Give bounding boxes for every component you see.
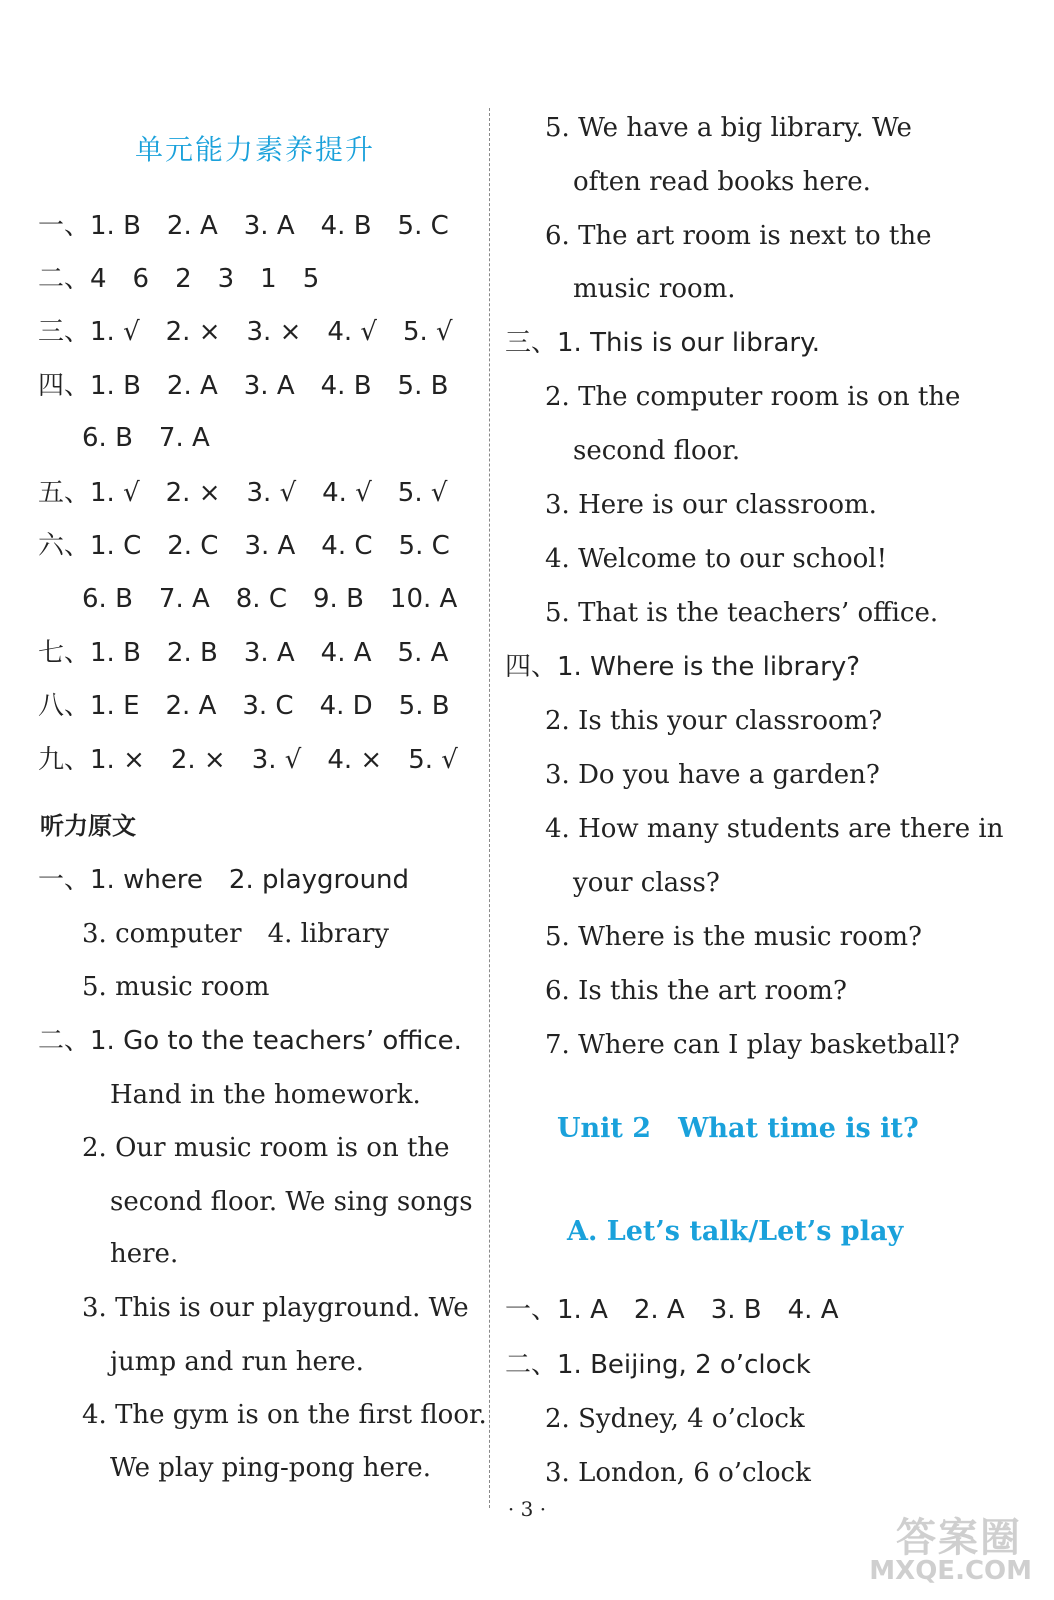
answer-line: 3. Do you have a garden? <box>545 760 880 790</box>
answer-row-4b: 6. B 7. A <box>82 423 210 453</box>
answer-row-6: 六、1. C 2. C 3. A 4. C 5. C <box>38 531 450 561</box>
watermark-logo <box>869 1506 1032 1586</box>
answer-line: your class? <box>573 868 720 898</box>
listening-line: second floor. We sing songs <box>110 1187 473 1217</box>
answer-line: 5. Where is the music room? <box>545 922 922 952</box>
answer-line: 4. Welcome to our school! <box>545 544 888 574</box>
answer-line: 3. London, 6 o’clock <box>545 1458 811 1488</box>
listening-line: 二、1. Go to the teachers’ office. <box>38 1026 462 1056</box>
answer-row-9: 九、1. × 2. × 3. √ 4. × 5. √ <box>38 745 458 775</box>
listening-heading: 听力原文 <box>40 812 136 840</box>
answer-row-8: 八、1. E 2. A 3. C 4. D 5. B <box>38 691 450 721</box>
answer-line: 2. The computer room is on the <box>545 382 961 412</box>
answer-line: 二、1. Beijing, 2 o’clock <box>505 1350 811 1380</box>
watermark-text-top: 答案圈 <box>896 1515 1022 1561</box>
listening-line: 3. This is our playground. We <box>82 1293 469 1323</box>
listening-line: 5. music room <box>82 972 270 1002</box>
answer-line: second floor. <box>573 436 741 466</box>
answer-line: 6. Is this the art room? <box>545 976 847 1006</box>
answer-line: 4. How many students are there in <box>545 814 1004 844</box>
listening-line: 2. Our music room is on the <box>82 1133 450 1163</box>
answer-row-7: 七、1. B 2. B 3. A 4. A 5. A <box>38 638 449 668</box>
answer-row-6b: 6. B 7. A 8. C 9. B 10. A <box>82 584 458 614</box>
answer-line: 5. That is the teachers’ office. <box>545 598 939 628</box>
unit-title: Unit 2 What time is it? <box>557 1113 919 1144</box>
answer-line: 三、1. This is our library. <box>505 328 821 358</box>
answer-line: 一、1. A 2. A 3. B 4. A <box>505 1295 839 1325</box>
listening-line: 3. computer 4. library <box>82 919 389 949</box>
listening-line: We play ping-pong here. <box>110 1453 431 1483</box>
answer-line: 四、1. Where is the library? <box>505 652 861 682</box>
answer-line: 2. Sydney, 4 o’clock <box>545 1404 805 1434</box>
answer-row-3: 三、1. √ 2. × 3. × 4. √ 5. √ <box>38 317 453 347</box>
listening-line: jump and run here. <box>110 1347 364 1377</box>
listening-line: 4. The gym is on the first floor. <box>82 1400 487 1430</box>
answer-line: 6. The art room is next to the <box>545 221 932 251</box>
answer-line: 2. Is this your classroom? <box>545 706 883 736</box>
listening-line: 一、1. where 2. playground <box>38 865 410 895</box>
answer-line: often read books here. <box>573 167 871 197</box>
column-divider <box>489 108 490 1508</box>
unit-ability-title: 单元能力素养提升 <box>135 133 376 166</box>
listening-line: here. <box>110 1239 179 1269</box>
answer-line: 3. Here is our classroom. <box>545 490 877 520</box>
answer-row-4: 四、1. B 2. A 3. A 4. B 5. B <box>38 371 449 401</box>
answer-line: 5. We have a big library. We <box>545 113 912 143</box>
watermark-text-bottom: MXQE.COM <box>869 1556 1032 1586</box>
answer-row-2: 二、4 6 2 3 1 5 <box>38 264 320 294</box>
answer-row-1: 一、1. B 2. A 3. A 4. B 5. C <box>38 211 449 241</box>
answer-row-5: 五、1. √ 2. × 3. √ 4. √ 5. √ <box>38 478 448 508</box>
section-title: A. Let’s talk/Let’s play <box>567 1216 904 1247</box>
listening-line: Hand in the homework. <box>110 1080 421 1110</box>
answer-line: music room. <box>573 274 736 304</box>
page-number: · 3 · <box>507 1497 547 1521</box>
answer-line: 7. Where can I play basketball? <box>545 1030 960 1060</box>
